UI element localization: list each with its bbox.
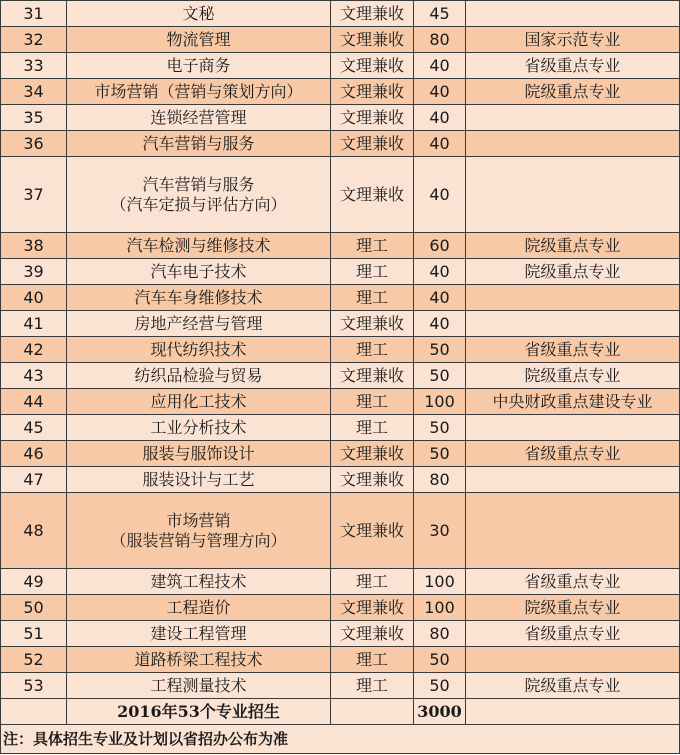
subject-type: 理工 [331,389,414,415]
enrollment-count: 40 [414,157,466,233]
row-number: 50 [1,595,67,621]
enrollment-count: 100 [414,569,466,595]
major-name [67,131,331,157]
major-name-line: 服装设计与工艺 [142,469,255,489]
subject-type: 文理兼收 [331,1,414,27]
major-note [466,311,680,337]
major-note [466,415,680,441]
subject-type: 文理兼收 [331,105,414,131]
table-row [1,467,680,493]
row-number: 53 [1,673,67,699]
major-name [67,259,331,285]
row-number: 46 [1,441,67,467]
major-name [67,389,331,415]
table-row [1,647,680,673]
subject-type: 文理兼收 [331,79,414,105]
major-name [67,363,331,389]
row-number: 34 [1,79,67,105]
row-number: 39 [1,259,67,285]
major-name [67,595,331,621]
subject-type: 理工 [331,415,414,441]
major-name [67,285,331,311]
major-name-line: 应用化工技术 [150,391,247,411]
major-name-line: 纺织品检验与贸易 [134,365,263,385]
major-name-line: 市场营销 [166,510,231,530]
table-row [1,337,680,363]
subject-type: 文理兼收 [331,441,414,467]
major-name [67,79,331,105]
major-name [67,467,331,493]
major-name [67,415,331,441]
table-row [1,285,680,311]
major-name-line: 服装与服饰设计 [142,443,255,463]
major-name [67,647,331,673]
major-name-line: 连锁经营管理 [150,107,247,127]
major-name [67,233,331,259]
major-note: 院级重点专业 [466,259,680,285]
major-note: 院级重点专业 [466,595,680,621]
subject-type: 文理兼收 [331,27,414,53]
subject-type: 理工 [331,285,414,311]
subject-type: 文理兼收 [331,131,414,157]
row-number: 38 [1,233,67,259]
major-note: 省级重点专业 [466,337,680,363]
enrollment-count: 50 [414,363,466,389]
major-name [67,673,331,699]
enrollment-count: 40 [414,105,466,131]
majors-table-body [1,1,680,699]
major-name-line: 物流管理 [166,29,231,49]
subject-type: 理工 [331,569,414,595]
row-number: 33 [1,53,67,79]
row-number: 45 [1,415,67,441]
row-number: 44 [1,389,67,415]
major-note: 中央财政重点建设专业 [466,389,680,415]
table-row [1,389,680,415]
enrollment-count: 30 [414,493,466,569]
row-number: 43 [1,363,67,389]
table-row [1,105,680,131]
table-row [1,311,680,337]
major-name-line: 市场营销（营销与策划方向） [94,81,303,101]
major-name-line: 工业分析技术 [150,417,247,437]
major-name-line: 汽车车身维修技术 [134,287,263,307]
total-value: 3000 [414,699,466,725]
subject-type: 文理兼收 [331,53,414,79]
major-note: 国家示范专业 [466,27,680,53]
row-number: 42 [1,337,67,363]
major-name [67,157,331,233]
enrollment-count: 50 [414,337,466,363]
major-note [466,647,680,673]
total-label: 2016年53个专业招生 [67,699,331,725]
major-name [67,441,331,467]
table-row [1,53,680,79]
major-note: 院级重点专业 [466,363,680,389]
table-row [1,1,680,27]
footnote-row [1,725,680,754]
enrollment-count: 40 [414,131,466,157]
subject-type: 理工 [331,233,414,259]
major-note: 省级重点专业 [466,53,680,79]
major-name [67,1,331,27]
subject-type: 文理兼收 [331,493,414,569]
table-row [1,259,680,285]
row-number: 40 [1,285,67,311]
major-note [466,285,680,311]
major-note: 省级重点专业 [466,621,680,647]
enrollment-count: 40 [414,79,466,105]
major-name-line: 工程测量技术 [150,675,247,695]
major-name-line: 建设工程管理 [150,623,247,643]
enrollment-count: 80 [414,621,466,647]
subject-type: 理工 [331,259,414,285]
major-note [466,1,680,27]
major-note: 院级重点专业 [466,79,680,105]
row-number: 31 [1,1,67,27]
major-note [466,157,680,233]
major-name-line: 现代纺织技术 [150,339,247,359]
major-name-line: （汽车定损与评估方向） [110,194,287,214]
subject-type: 文理兼收 [331,595,414,621]
row-number: 37 [1,157,67,233]
major-name-line: 汽车营销与服务 [142,174,255,194]
table-row [1,621,680,647]
enrollment-count: 40 [414,259,466,285]
subject-type: 文理兼收 [331,467,414,493]
major-name-line: 工程造价 [166,597,231,617]
major-name-line: （服装营销与管理方向） [110,530,287,550]
major-name [67,493,331,569]
enrollment-count: 100 [414,595,466,621]
major-note: 省级重点专业 [466,569,680,595]
major-note [466,493,680,569]
row-number: 47 [1,467,67,493]
row-number: 41 [1,311,67,337]
subject-type: 理工 [331,673,414,699]
enrollment-count: 100 [414,389,466,415]
major-name [67,337,331,363]
row-number: 49 [1,569,67,595]
subject-type: 文理兼收 [331,311,414,337]
enrollment-count: 40 [414,53,466,79]
major-name-line: 汽车检测与维修技术 [126,235,271,255]
major-name-line: 汽车电子技术 [150,261,247,281]
table-row [1,569,680,595]
major-note [466,105,680,131]
major-name [67,569,331,595]
major-name-line: 建筑工程技术 [150,571,247,591]
enrollment-count: 50 [414,673,466,699]
major-note: 省级重点专业 [466,441,680,467]
major-name-line: 电子商务 [166,55,231,75]
major-name [67,105,331,131]
table-row [1,673,680,699]
table-row [1,441,680,467]
enrollment-count: 40 [414,311,466,337]
table-row [1,415,680,441]
table-row [1,79,680,105]
subject-type: 文理兼收 [331,157,414,233]
major-name [67,27,331,53]
enrollment-count: 50 [414,415,466,441]
major-name [67,311,331,337]
major-note [466,467,680,493]
enrollment-count: 80 [414,27,466,53]
table-row [1,157,680,233]
table-row [1,233,680,259]
major-name-line: 文秘 [182,3,215,23]
subject-type: 文理兼收 [331,363,414,389]
enrollment-count: 50 [414,647,466,673]
row-number: 36 [1,131,67,157]
table-row [1,493,680,569]
enrollment-count: 40 [414,285,466,311]
table-row [1,595,680,621]
row-number: 51 [1,621,67,647]
row-number: 52 [1,647,67,673]
major-name-line: 房地产经营与管理 [134,313,263,333]
major-name-line: 汽车营销与服务 [142,133,255,153]
table-row [1,27,680,53]
major-name [67,621,331,647]
enrollment-count: 80 [414,467,466,493]
subject-type: 理工 [331,337,414,363]
footnote: 注：具体招生专业及计划以省招办公布为准 [1,725,680,754]
major-note: 院级重点专业 [466,673,680,699]
row-number: 35 [1,105,67,131]
major-note: 院级重点专业 [466,233,680,259]
total-row [1,699,680,725]
major-name-line: 道路桥梁工程技术 [134,649,263,669]
subject-type: 文理兼收 [331,621,414,647]
enrollment-count: 50 [414,441,466,467]
table-row [1,363,680,389]
enrollment-count: 45 [414,1,466,27]
major-note [466,131,680,157]
subject-type: 理工 [331,647,414,673]
row-number: 32 [1,27,67,53]
row-number: 48 [1,493,67,569]
major-name [67,53,331,79]
table-row [1,131,680,157]
enrollment-count: 60 [414,233,466,259]
